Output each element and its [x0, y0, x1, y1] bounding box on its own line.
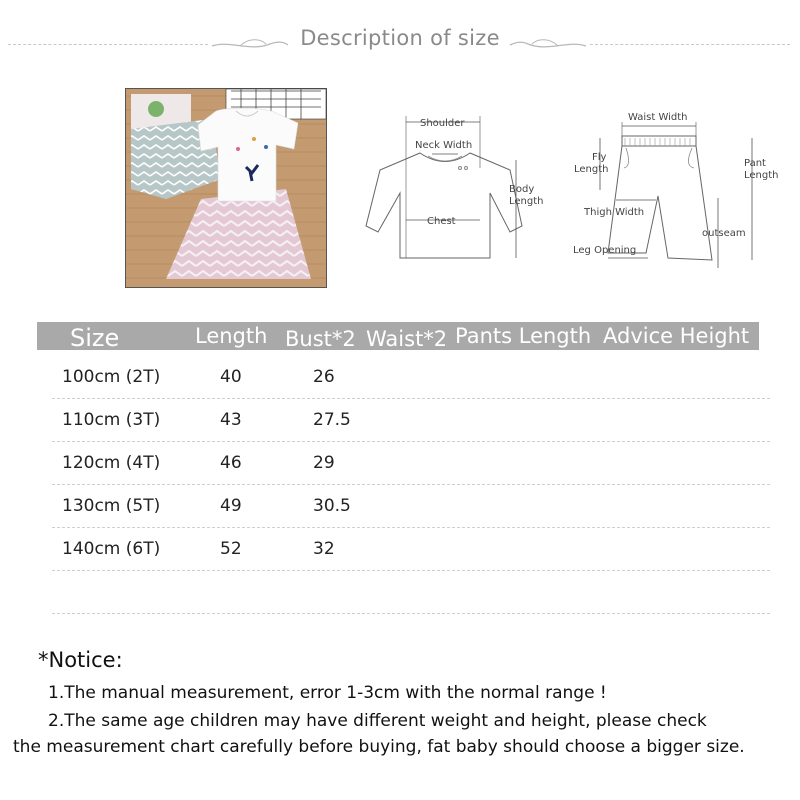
notice-line-1: 1.The manual measurement, error 1-3cm with the normal range ! [48, 683, 607, 703]
length-cell: 40 [220, 367, 242, 387]
size-cell: 100cm (2T) [62, 367, 161, 387]
size-table-header [37, 322, 759, 350]
header-size: Size [70, 324, 120, 352]
table-row [52, 527, 770, 571]
bust-cell: 26 [313, 367, 335, 387]
size-cell: 140cm (6T) [62, 539, 161, 559]
length-cell: 49 [220, 496, 242, 516]
bust-cell: 32 [313, 539, 335, 559]
header-bust: Bust*2 [285, 327, 356, 351]
leg-opening-label: Leg Opening [573, 245, 637, 256]
outseam-label: outseam [702, 228, 746, 239]
bust-cell: 30.5 [313, 496, 351, 516]
thigh-width-label: Thigh Width [584, 207, 645, 218]
bust-cell: 27.5 [313, 410, 351, 430]
product-photo [125, 88, 327, 288]
fly-length-label-1: Fly [592, 152, 607, 163]
length-cell: 46 [220, 453, 242, 473]
notice-line-2: 2.The same age children may have different weight and height, please check [48, 711, 707, 731]
size-cell: 130cm (5T) [62, 496, 161, 516]
table-row [52, 398, 770, 442]
length-cell: 52 [220, 539, 242, 559]
table-row [52, 355, 770, 399]
header-waist: Waist*2 [366, 327, 448, 351]
table-row [52, 484, 770, 528]
size-cell: 110cm (3T) [62, 410, 161, 430]
header-length: Length [195, 324, 268, 348]
bust-cell: 29 [313, 453, 335, 473]
size-cell: 120cm (4T) [62, 453, 161, 473]
table-row [52, 441, 770, 485]
notice-line-3: the measurement chart carefully before buying, fat baby should choose a bigger size. [13, 737, 745, 757]
table-row-empty [52, 570, 770, 614]
body-length-label-2: Length [509, 196, 544, 207]
neck-width-label: Neck Width [415, 140, 473, 151]
shirt-measurement-diagram [360, 108, 544, 268]
pant-length-label-1: Pant [744, 158, 766, 169]
waist-width-label: Waist Width [628, 112, 688, 123]
header-advice-height: Advice Height [603, 324, 750, 348]
length-cell: 43 [220, 410, 242, 430]
header-divider-right [590, 44, 790, 45]
section-header [0, 22, 800, 58]
fly-length-label-2: Length [574, 164, 609, 175]
body-length-label-1: Body [509, 184, 535, 195]
swirl-ornament-right-icon [508, 30, 588, 58]
chest-label: Chest [427, 216, 456, 227]
pant-length-label-2: Length [744, 170, 779, 181]
pants-measurement-diagram [570, 108, 785, 273]
header-pants-length: Pants Length [455, 324, 592, 348]
shoulder-label: Shoulder [420, 118, 465, 129]
outfit-illustration [126, 89, 326, 287]
section-title: Description of size [300, 26, 500, 50]
notice-title: *Notice: [38, 648, 123, 672]
